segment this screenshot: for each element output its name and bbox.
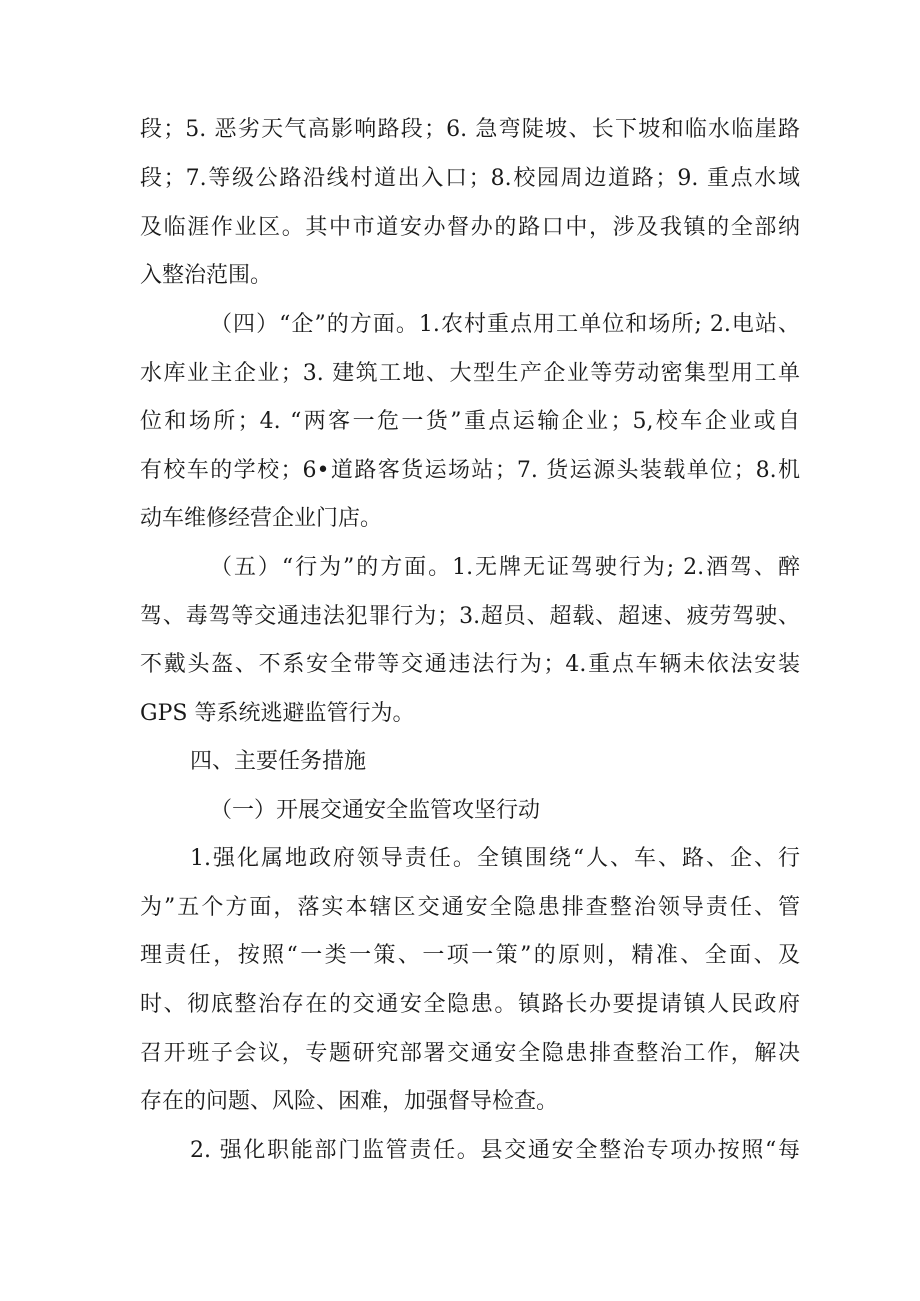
body-text-line: 时、彻底整治存在的交通安全隐患。镇路长办要提请镇人民政府 (140, 992, 800, 1017)
body-text-line: 动车维修经营企业门店。 (140, 506, 383, 531)
subsection-heading: （一）开展交通安全监管攻坚行动 (210, 798, 541, 823)
body-text-line: 入整治范围。 (140, 263, 273, 288)
body-text-line: 水库业主企业；3. 建筑工地、大型生产企业等劳动密集型用工单 (140, 361, 800, 386)
body-text-line: 段；5. 恶劣天气高影响路段；6. 急弯陡坡、长下坡和临水临崖路 (140, 117, 800, 142)
body-text-line: 理责任，按照“一类一策、一项一策”的原则，精准、全面、及 (140, 943, 800, 968)
body-text-line: 召开班子会议，专题研究部署交通安全隐患排查整治工作，解决 (140, 1041, 800, 1066)
paragraph-first-line: 2. 强化职能部门监管责任。县交通安全整治专项办按照“每 (190, 1138, 800, 1163)
body-text-line: 不戴头盔、不系安全带等交通违法行为；4.重点车辆未依法安装 (140, 652, 800, 677)
body-text-line: GPS 等系统逃避监管行为。 (140, 701, 415, 726)
body-text-line: 驾、毒驾等交通违法犯罪行为；3.超员、超载、超速、疲劳驾驶、 (140, 604, 800, 629)
body-text-line: 及临涯作业区。其中市道安办督办的路口中，涉及我镇的全部纳 (140, 215, 800, 240)
chapter-heading: 四、主要任务措施 (190, 749, 367, 774)
body-text-line: 有校车的学校；6•道路客货运场站；7. 货运源头装载单位；8.机 (140, 458, 800, 483)
section-four-heading: （四）“企”的方面。1.农村重点用工单位和场所; 2.电站、 (210, 312, 800, 337)
body-text-line: 为”五个方面，落实本辖区交通安全隐患排查整治领导责任、管 (140, 895, 800, 920)
paragraph-first-line: 1.强化属地政府领导责任。全镇围绕“人、车、路、企、行 (190, 846, 800, 871)
body-text-line: 段；7.等级公路沿线村道出入口；8.校园周边道路；9. 重点水域 (140, 166, 800, 191)
body-text-line: 存在的问题、风险、困难，加强督导检查。 (140, 1089, 559, 1114)
section-five-heading: （五）“行为”的方面。1.无牌无证驾驶行为; 2.酒驾、醉 (210, 555, 800, 580)
body-text-line: 位和场所；4. “两客一危一货”重点运输企业；5,校车企业或自 (140, 409, 800, 434)
